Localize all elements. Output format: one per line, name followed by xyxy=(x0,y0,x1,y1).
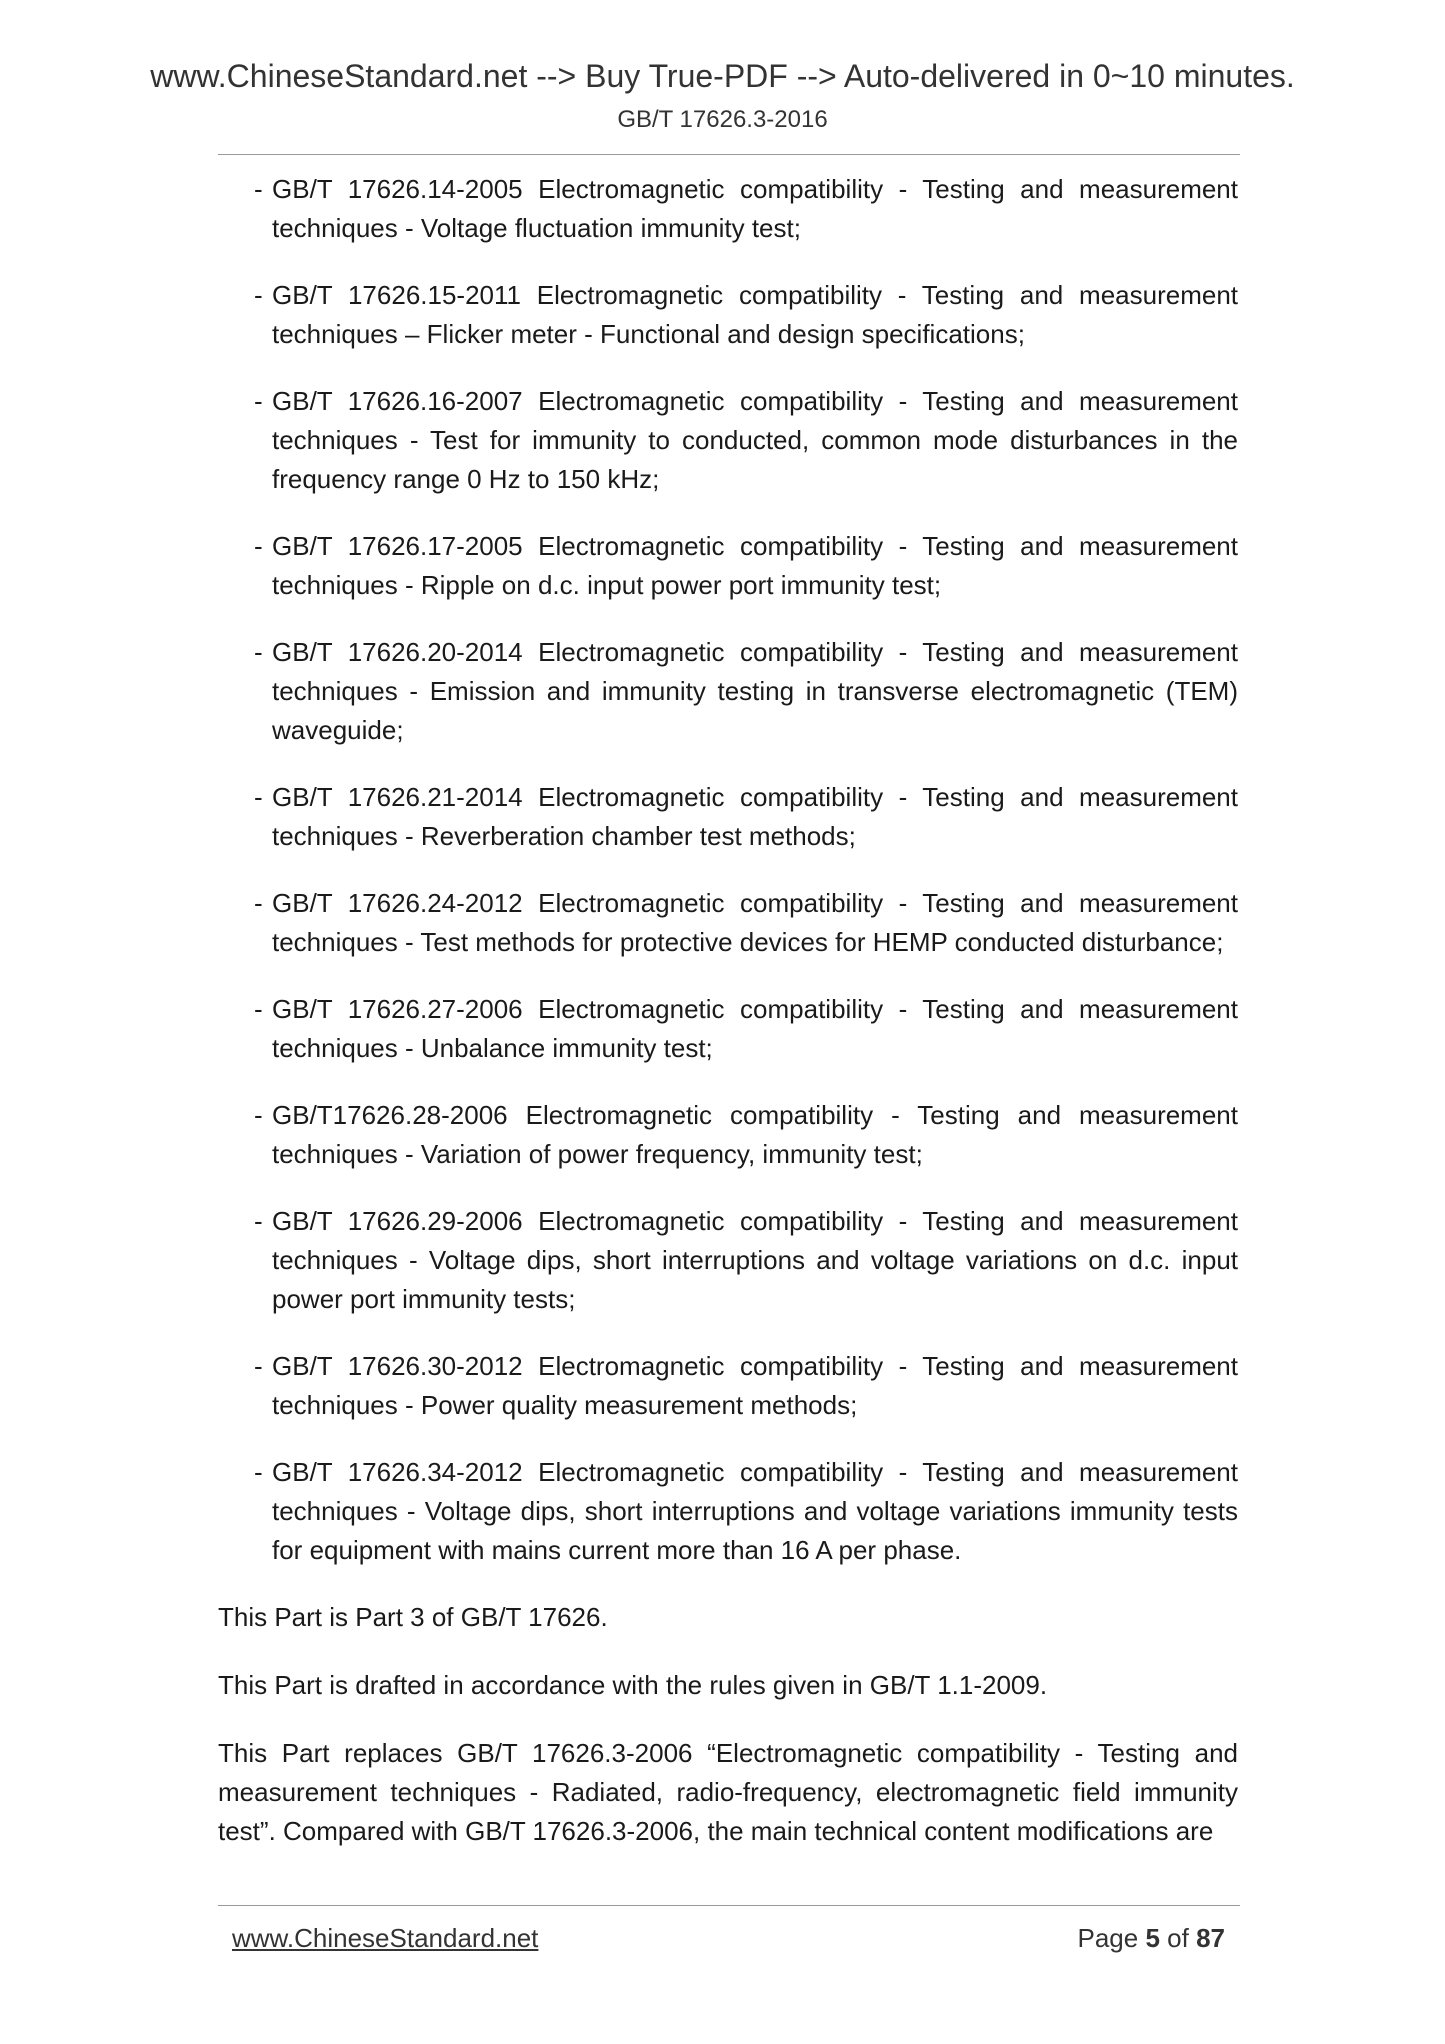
page-total: 87 xyxy=(1196,1923,1225,1953)
header-divider xyxy=(218,154,1240,155)
list-item xyxy=(218,633,1238,750)
list-item-text: GB/T 17626.17-2005 Electromagnetic compatibility - Testing and measurement techniques - Ripple on d.c. input power port immunity test; xyxy=(272,531,1238,600)
body-paragraph: This Part replaces GB/T 17626.3-2006 “Electromagnetic compatibility - Testing and measurement techniques - Radiated, radio-frequency, electromagnetic field immunity test”. Compared with GB/T 17626.3-2006, the main technical content modifications are xyxy=(218,1738,1238,1846)
list-dash: - xyxy=(254,280,263,310)
list-item-text: GB/T17626.28-2006 Electromagnetic compatibility - Testing and measurement techniques - Variation of power frequency, immunity test; xyxy=(272,1100,1238,1169)
list-item-text: GB/T 17626.14-2005 Electromagnetic compatibility - Testing and measurement techniques - Voltage fluctuation immunity test; xyxy=(272,174,1238,243)
list-item-text: GB/T 17626.29-2006 Electromagnetic compatibility - Testing and measurement techniques - Voltage dips, short interruptions and voltage variations on d.c. input power port immunity tests; xyxy=(272,1206,1238,1314)
list-item xyxy=(218,170,1238,248)
list-dash: - xyxy=(254,386,263,416)
list-dash: - xyxy=(254,637,263,667)
list-dash: - xyxy=(254,1457,263,1487)
document-id: GB/T 17626.3-2016 xyxy=(617,106,828,133)
list-dash: - xyxy=(254,994,263,1024)
list-item-text: GB/T 17626.34-2012 Electromagnetic compatibility - Testing and measurement techniques - Voltage dips, short interruptions and voltage variations immunity tests for equipment with mains current more than 16 A per phase. xyxy=(272,1457,1238,1565)
footer-divider xyxy=(218,1905,1240,1906)
list-item xyxy=(218,1347,1238,1425)
list-item-text: GB/T 17626.15-2011 Electromagnetic compatibility - Testing and measurement techniques – Flicker meter - Functional and design specifications; xyxy=(272,280,1238,349)
page-current: 5 xyxy=(1145,1923,1160,1953)
header-banner: www.ChineseStandard.net --> Buy True-PDF --> Auto-delivered in 0~10 minutes. xyxy=(150,58,1295,94)
footer-website-link[interactable]: www.ChineseStandard.net xyxy=(232,1923,539,1953)
page-prefix: Page xyxy=(1077,1923,1139,1953)
list-item-text: GB/T 17626.20-2014 Electromagnetic compatibility - Testing and measurement techniques - Emission and immunity testing in transverse electromagnetic (TEM) waveguide; xyxy=(272,637,1238,745)
list-item xyxy=(218,778,1238,856)
body-paragraph: This Part is drafted in accordance with the rules given in GB/T 1.1-2009. xyxy=(218,1670,1048,1700)
list-item-text: GB/T 17626.16-2007 Electromagnetic compatibility - Testing and measurement techniques - Test for immunity to conducted, common mode disturbances in the frequency range 0 Hz to 150 kHz; xyxy=(272,386,1238,494)
list-dash: - xyxy=(254,531,263,561)
list-item xyxy=(218,276,1238,354)
page-content xyxy=(218,170,1238,1880)
list-dash: - xyxy=(254,888,263,918)
list-item xyxy=(218,1453,1238,1570)
list-item-text: GB/T 17626.24-2012 Electromagnetic compatibility - Testing and measurement techniques - Test methods for protective devices for HEMP conducted disturbance; xyxy=(272,888,1238,957)
list-item-text: GB/T 17626.30-2012 Electromagnetic compatibility - Testing and measurement techniques - Power quality measurement methods; xyxy=(272,1351,1238,1420)
list-dash: - xyxy=(254,1351,263,1381)
page-of: of xyxy=(1167,1923,1189,1953)
list-dash: - xyxy=(254,1206,263,1236)
list-item xyxy=(218,1202,1238,1319)
page-number xyxy=(1077,1923,1225,1954)
list-dash: - xyxy=(254,1100,263,1130)
list-item xyxy=(218,382,1238,499)
list-dash: - xyxy=(254,174,263,204)
list-item-text: GB/T 17626.21-2014 Electromagnetic compatibility - Testing and measurement techniques - Reverberation chamber test methods; xyxy=(272,782,1238,851)
list-item xyxy=(218,1096,1238,1174)
list-item-text: GB/T 17626.27-2006 Electromagnetic compatibility - Testing and measurement techniques - Unbalance immunity test; xyxy=(272,994,1238,1063)
body-paragraph: This Part is Part 3 of GB/T 17626. xyxy=(218,1602,608,1632)
list-dash: - xyxy=(254,782,263,812)
list-item xyxy=(218,990,1238,1068)
list-item xyxy=(218,527,1238,605)
list-item xyxy=(218,884,1238,962)
